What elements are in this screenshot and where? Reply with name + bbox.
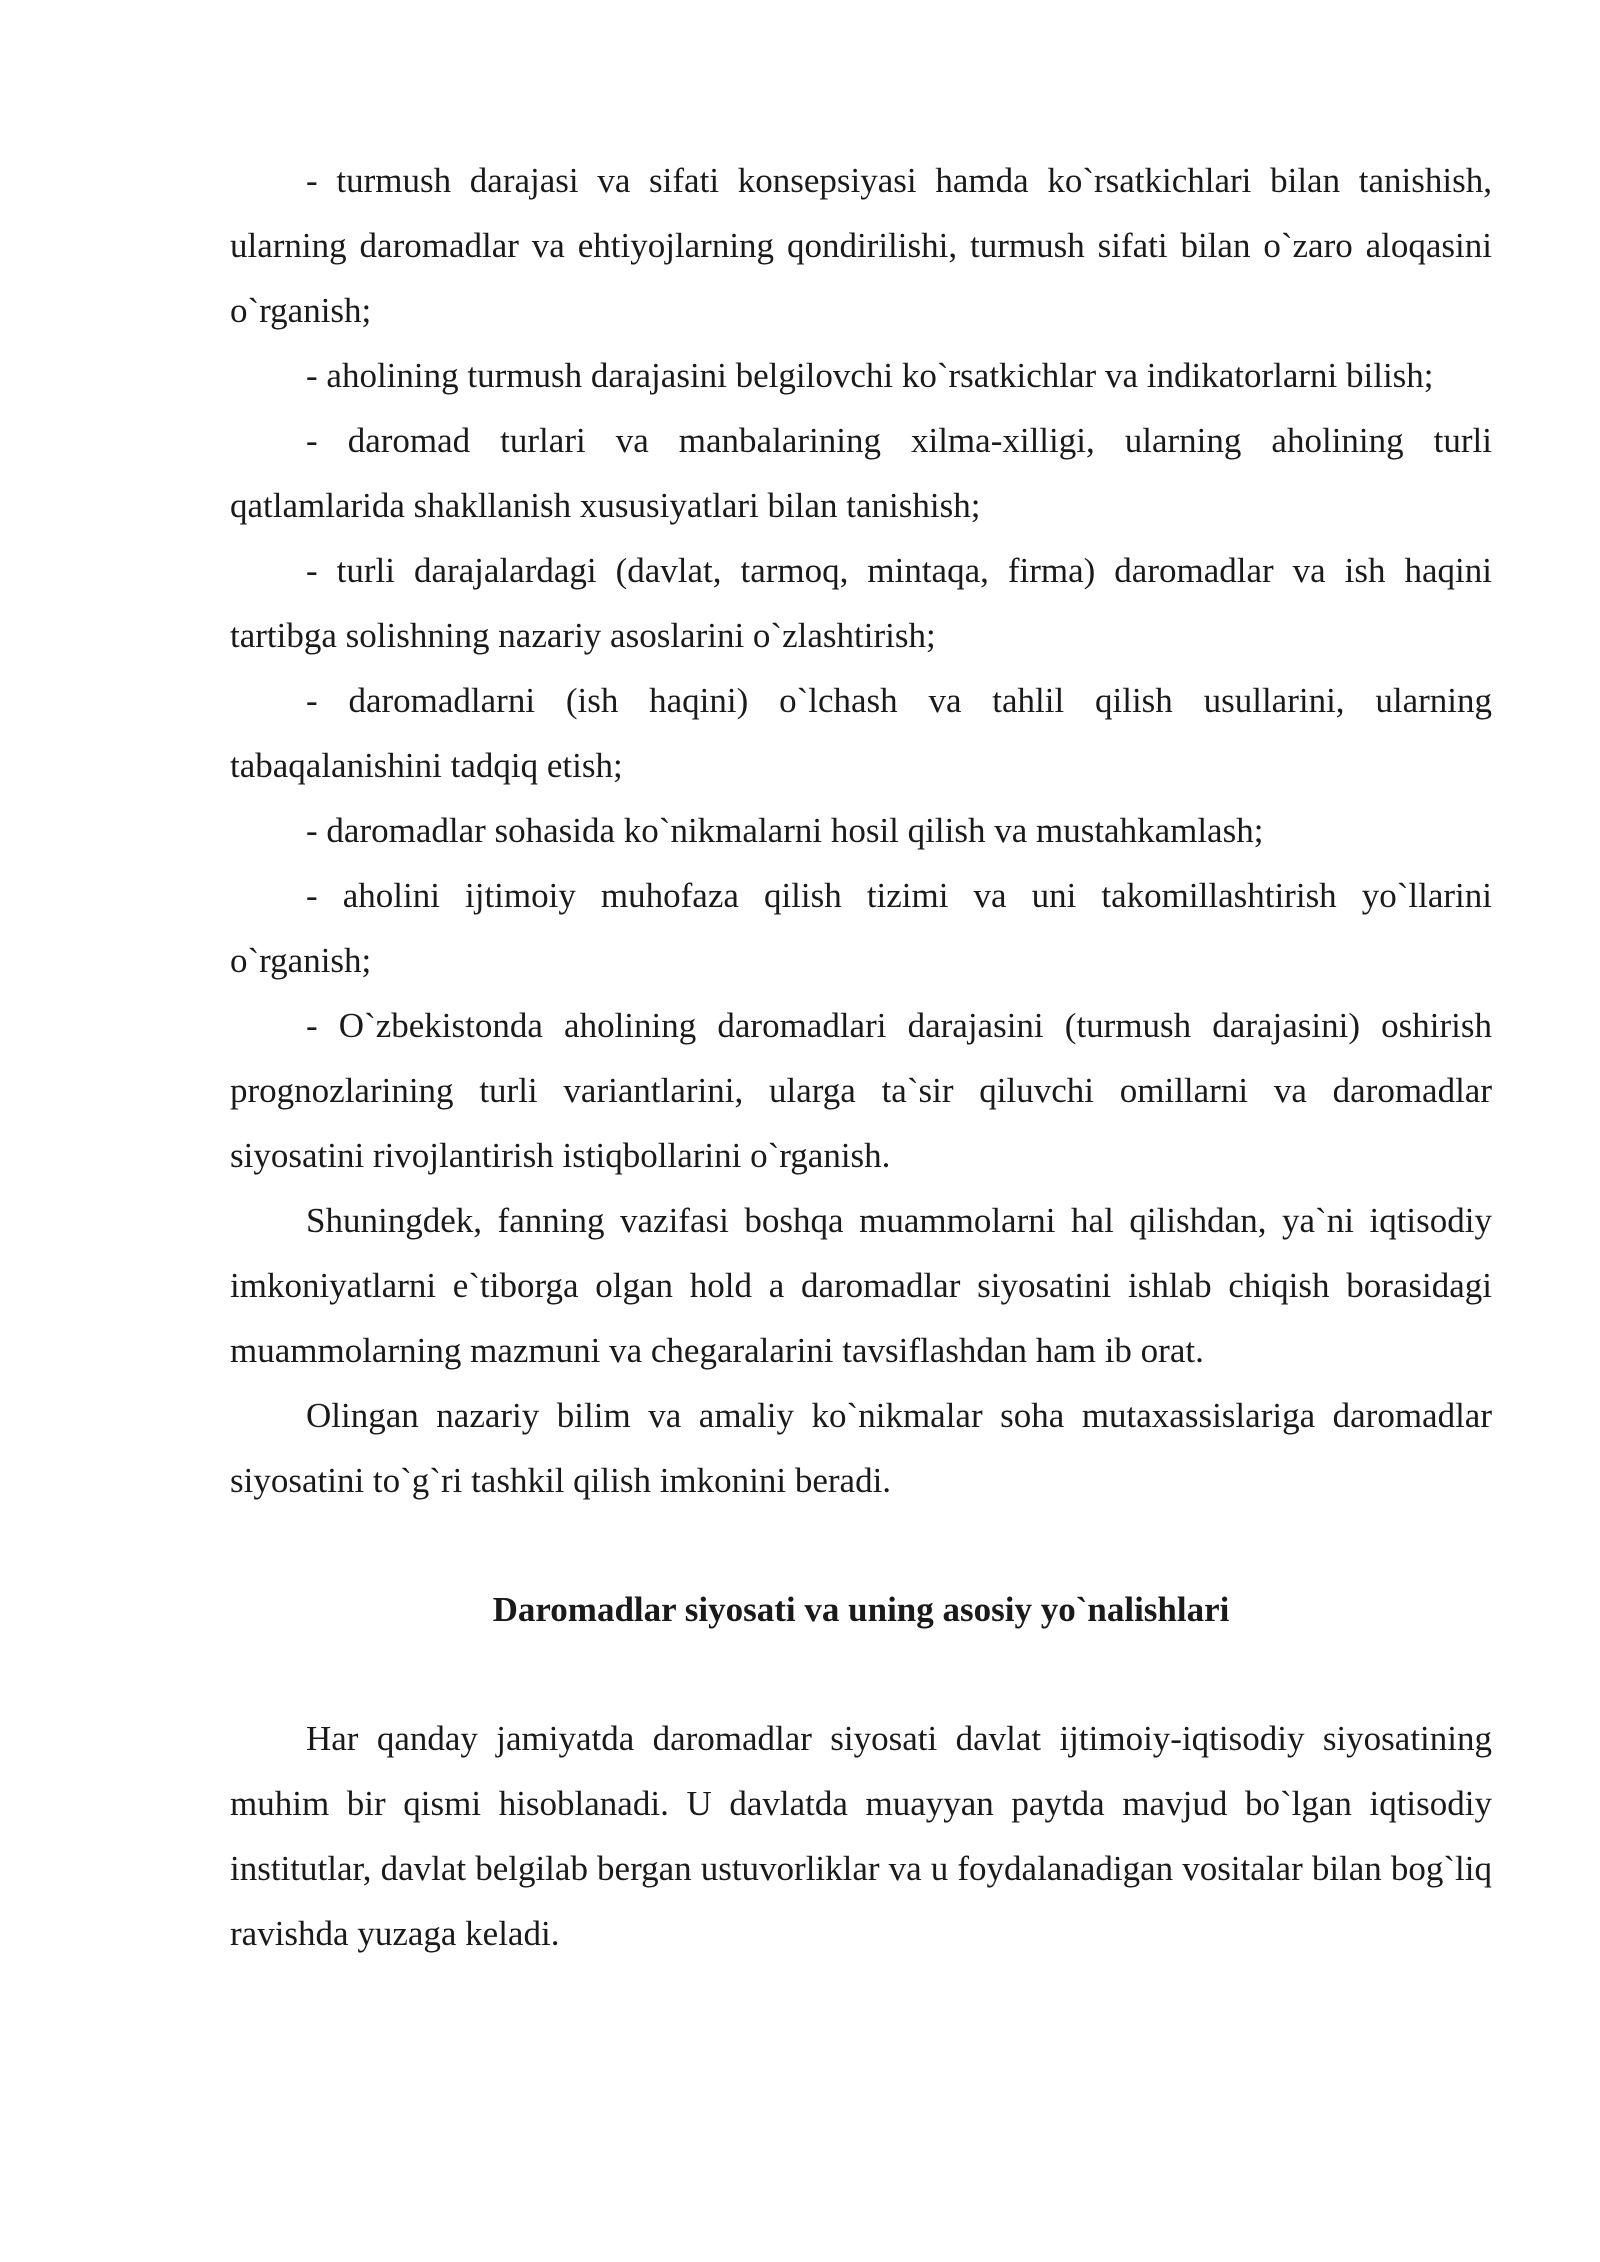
list-item-skills: - daromadlar sohasida ko`nikmalarni hosil qilish va mustahkamlash; [306, 811, 1264, 850]
list-item-indicators: - aholining turmush darajasini belgilovchi ko`rsatkichlar va indikatorlarni bilish; [306, 356, 1434, 395]
paragraph-outcome: Olingan nazariy bilim va amaliy ko`nikmalar soha mutaxassislariga daromadlar siyosatini to`g`ri tashkil qilish imkonini beradi. [230, 1396, 1492, 1500]
list-item-uzbekistan-forecasts: - O`zbekistonda aholining daromadlari darajasini (turmush darajasini) oshirish prognozlarining turli variantlarini, ularga ta`sir qiluvchi omillarni va daromadlar siyosatini rivojlantirish istiqbollarini o`rganish. [230, 1006, 1492, 1175]
list-item-income-types: - daromad turlari va manbalarining xilma-xilligi, ularning aholining turli qatlamlarida shakllanish xususiyatlari bilan tanishish; [230, 421, 1492, 525]
paragraph-tasks: Shuningdek, fanning vazifasi boshqa muammolarni hal qilishdan, ya`ni iqtisodiy imkoniyatlarni e`tiborga olgan hold a daromadlar siyosatini ishlab chiqish borasidagi muammolarning mazmuni va chegaralarini tavsiflashdan ham ib orat. [230, 1201, 1492, 1370]
list-item-measurement-methods: - daromadlarni (ish haqini) o`lchash va tahlil qilish usullarini, ularning tabaqalanishini tadqiq etish; [230, 681, 1492, 785]
section-heading: Daromadlar siyosati va uning asosiy yo`nalishlari [492, 1590, 1230, 1629]
document-body [230, 148, 1492, 1966]
list-item-living-standards: - turmush darajasi va sifati konsepsiyasi hamda ko`rsatkichlari bilan tanishish, ularning daromadlar va ehtiyojlarning qondirilishi, turmush sifati bilan o`zaro aloqasini o`rganish; [230, 161, 1492, 330]
list-item-regulation-levels: - turli darajalardagi (davlat, tarmoq, mintaqa, firma) daromadlar va ish haqini tartibga solishning nazariy asoslarini o`zlashtirish; [230, 551, 1492, 655]
list-item-social-protection: - aholini ijtimoiy muhofaza qilish tizimi va uni takomillashtirish yo`llarini o`rganish; [230, 876, 1492, 980]
paragraph-income-policy: Har qanday jamiyatda daromadlar siyosati davlat ijtimoiy-iqtisodiy siyosatining muhim bir qismi hisoblanadi. U davlatda muayyan paytda mavjud bo`lgan iqtisodiy institutlar, davlat belgilab bergan ustuvorliklar va u foydalanadigan vositalar bilan bog`liq ravishda yuzaga keladi. [230, 1719, 1492, 1953]
